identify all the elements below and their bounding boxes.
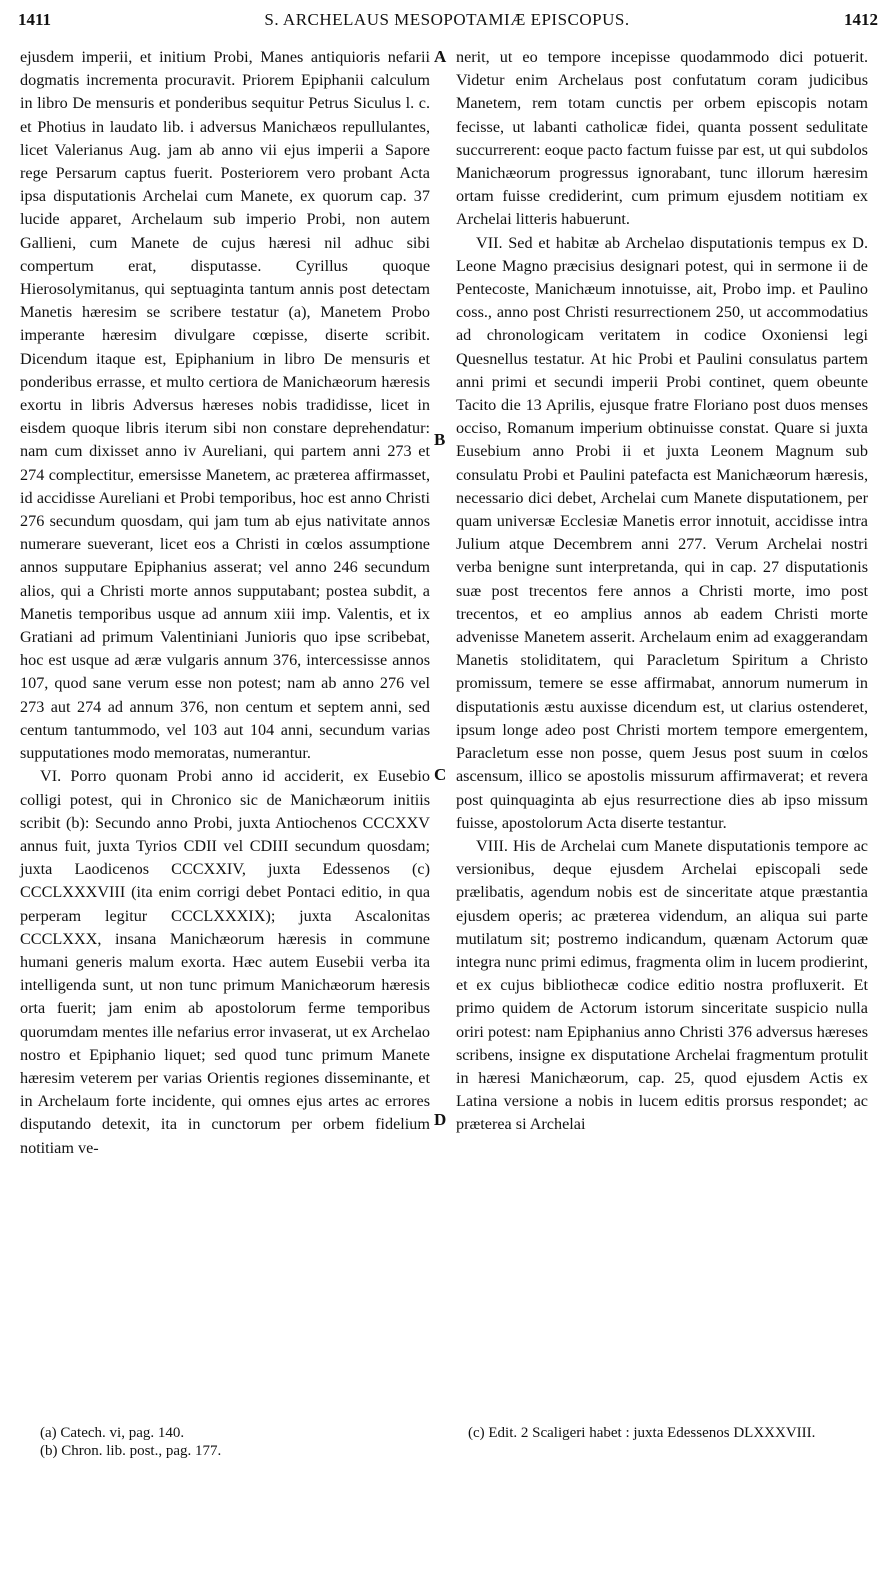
margin-marker-b: B	[434, 430, 446, 449]
margin-marker-c: C	[434, 765, 447, 784]
footnotes-right	[468, 1424, 868, 1442]
page-number-left: 1411	[18, 10, 52, 29]
footnote-b: (b) Chron. lib. post., pag. 177.	[40, 1443, 222, 1459]
left-paragraph-1: ejusdem imperii, et initium Probi, Manes antiquioris nefarii dogmatis incrementa procuravit. Priorem Epiphanii calculum in libro De mensuris et ponderibus sequitur Petrus Siculus l. c. et Photius in laudato lib. i adversus Manichæos repullulantes, licet Valerianus Aug. jam ab anno vii ejus imperii a Sapore rege Persarum captus fuerit. Posteriorem vero probant Acta ipsa disputationis Archelai cum Manete, ex quorum cap. 37 lucide apparet, Archelaum sub imperio Probi, non autem Gallieni, cum Manete de cujus hæresi nil adhuc sibi compertum erat, disputasse. Cyrillus quoque Hierosolymitanus, qui septuaginta tantum annis post detectam Manetis hæresim se scribere testatur (a), Manetem Probo imperante hæresim divulgare cœpisse, diserte scribit. Dicendum itaque est, Epiphanium in libro De mensuris et ponderibus errasse, et multo certiora de Manichæorum hæresis exortu in libris Adversus hæreses nobis tradidisse, licet in eisdem quoque libris iterum sibi non constare deprehendatur: nam cum dixisset anno iv Aureliani, qui partem anni 273 et 274 complectitur, emersisse Manetem, ac præterea affirmasset, id accidisse Aureliani et Probi temporibus, hoc est anno Christi 276 secundum quosdam, qui jam tum ab ejus nativitate annos numerare sueverant, licet eos a Christi in cœlos assumptione annos supputare Epiphanius asserat; vel anno 246 secundum alios, qui a Christi morte annos supputabant; postea subdit, a Manetis temporibus usque ad annum xiii imp. Valentis, et ix Gratiani ad primum Valentiniani Junioris quo ipse scribebat, hoc est usque ad æræ vulgaris annum 376, intercessisse annos 107, quod sane verum esse non potest; nam ab anno 276 vel 273 aut 274 ad annum 376, non centum et septem anni, sed centum tantummodo, vel 103 aut 104 anni, secundum varias supputationes modo memoratas, numerantur.	[20, 48, 430, 763]
left-paragraph-section-vi: VI. Porro quonam Probi anno id acciderit, ex Eusebio colligi potest, qui in Chronico sic de Manichæorum initiis scribit (b): Secundo anno Probi, juxta Antiochenos CCCXXV annus fuit, juxta Tyrios CDII vel CDIII secundum quosdam; juxta Laodicenos CCCXXIV, juxta Edessenos (c) CCCLXXXVIII (ita enim corrigi debet Pontaci editio, in qua perperam legitur CCCLXXXIX); juxta Ascalonitas CCCLXXX, insana Manichæorum hæresis in commune humani generis malum exorta. Hæc autem Eusebii verba ita intelligenda sunt, ut non tunc primum Manichæorum hæresis orta fuerit; jam enim ab apostolorum ferme temporibus quorumdam mentes ille nefarius error invaserat, ut ex Archelao nostro et Epiphanio liquet; sed quod tunc primum Manete hæresim veterem per varias Orientis regiones disseminante, et in Archelaum forte incidente, qui omnes ejus artes ac errores disputando detexit, ita in cunctorum per orbem fidelium notitiam ve-	[20, 767, 430, 1157]
page-number-right: 1412	[844, 10, 878, 29]
left-column	[20, 46, 430, 1160]
right-paragraph-section-vii: VII. Sed et habitæ ab Archelao disputationis tempus ex D. Leone Magno præcisius designari potest, qui in sermone ii de Pentecoste, Manichæum innotuisse, ait, Probo imp. et Paulino coss., anno post Christi resurrectionem 250, ut accommodatius ad chronologicam veritatem in codice Oxoniensi legi Quesnellus testatur. At hic Probi et Paulini consulatus partem anni primi et secundi imperii Probi continet, quem obeunte Tacito die 13 Aprilis, ejusque fratre Floriano post duos menses occiso, Romanum imperium obtinuisse constat. Quare si juxta Eusebium anno Probi ii et juxta Leonem Magnum sub consulatu Probi et Paulini patefacta est Manichæorum hæresis, necessario dici debet, Archelai cum Manete disputationem, per quam universæ Ecclesiæ Manetis error innotuit, accidisse intra Julium atque Decembrem anni 277. Verum Archelai nostri verba benigne sunt interpretanda, qui in cap. 27 disputationis suæ post trecentos fere annos a Christi morte, imo post trecentos, et eo amplius annos ab eadem Christi morte advenisse Manetem asserit. Archelaum enim ad exaggerandam Manetis stoliditatem, qui Paracletum Spiritum a Christo promissum, temere se esse affirmabat, annorum numerum in disputationis æstu auxisse dicendum est, ut clarius ostenderet, ipsum longe adeo post Christi mortem tempore emergentem, Paracletum esse non posse, quem Jesus post suum in cœlos ascensum, illico se apostolis missurum affirmaverat; et revera post quinquaginta ab ejus resurrectione dies ab ipso missum fuisse, apostolorum Acta diserte testantur.	[456, 233, 868, 832]
running-header	[14, 10, 880, 36]
footnote-a: (a) Catech. vi, pag. 140.	[40, 1425, 185, 1441]
footnotes-left	[40, 1424, 420, 1460]
margin-marker-a: A	[434, 47, 447, 66]
right-paragraph-1: nerit, ut eo tempore incepisse quodammodo dici potuerit. Videtur enim Archelaus post confutatum coram judicibus Manetem, rem totam cunctis per orbem episcopis notam fecisse, ut labanti catholicæ fidei, quanta possent sedulitate succurrerent: eoque pacto factum fuisse par est, ut qui subdolos Manichæorum progressus ignorabant, tunc illorum hæresim ortam fuisse crediderint, cum primum ejusdem notitiam ex Archelai litteris habuerunt.	[456, 48, 868, 229]
right-column	[456, 46, 868, 1137]
footnote-c: (c) Edit. 2 Scaligeri habet : juxta Edessenos DLXXXVIII.	[468, 1425, 816, 1441]
margin-marker-d: D	[434, 1110, 447, 1129]
running-title: S. ARCHELAUS MESOPOTAMIÆ EPISCOPUS.	[264, 10, 630, 29]
right-paragraph-section-viii: VIII. His de Archelai cum Manete disputationis tempore ac versionibus, deque ejusdem Archelai episcopali sede prælibatis, agendum nobis est de sinceritate atque præstantia ejusdem operis; ac præterea videndum, an aliqua sui parte mutilatum sit; postremo indicandum, quænam Actorum quæ integra nunc primi edimus, fragmenta olim in lucem prodierint, et ex cujus bibliothecæ codice editio nostra profluxerit. Et primo quidem de Actorum istorum sinceritate suspicio nulla oriri potest: nam Epiphanius anno Christi 376 adversus hæreses scribens, insigne ex disputatione Archelai fragmentum protulit in hæresi Manichæorum, cap. 25, quod ejusdem Actis ex Latina versione a nobis in lucem editis prorsus respondet; ac præterea si Archelai	[456, 836, 868, 1134]
